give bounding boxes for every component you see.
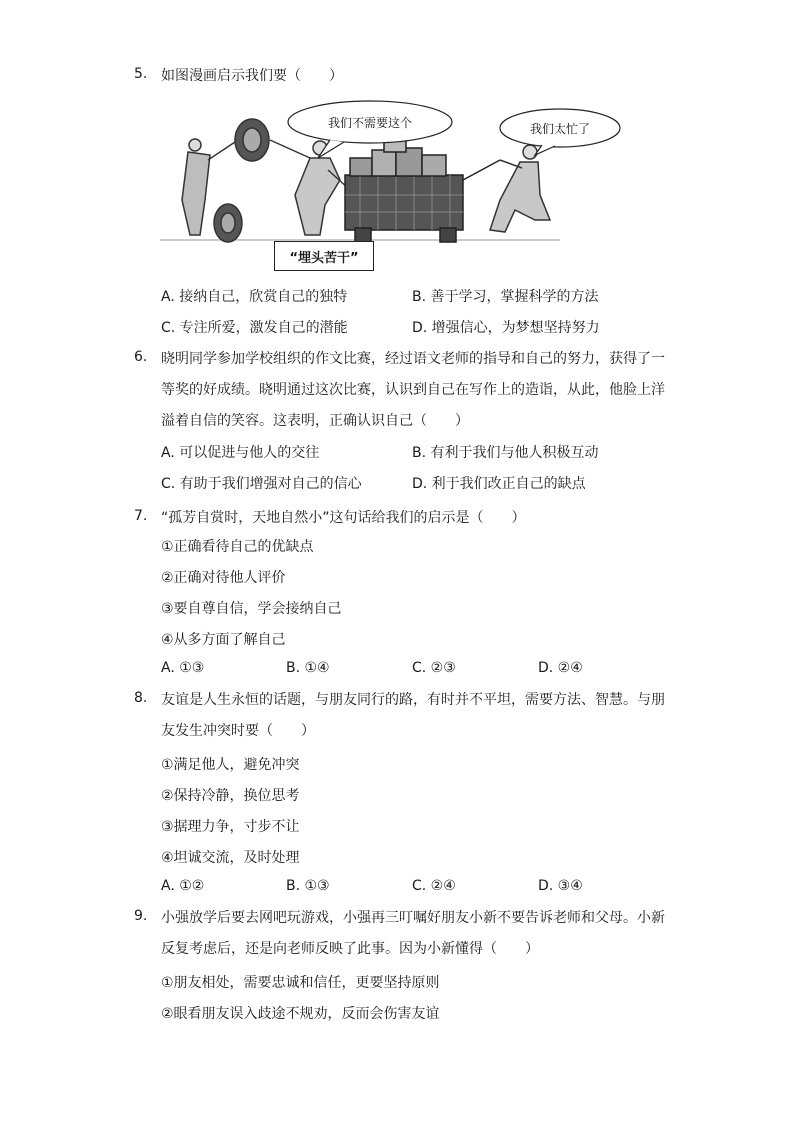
options-row [161, 878, 681, 898]
options-row [161, 660, 681, 680]
caveman-with-wheels [182, 119, 269, 242]
question-6 [134, 344, 674, 437]
option-a[interactable]: A. ①② [161, 878, 205, 894]
bubble-left-text: 我们不需要这个 [327, 116, 413, 130]
option-c[interactable]: C. ②④ [412, 878, 456, 894]
question-5 [134, 66, 674, 86]
option-d[interactable]: D. 利于我们改正自己的缺点 [412, 476, 586, 492]
statement-item: ①正确看待自己的优缺点 [161, 539, 314, 555]
statement-item: ③据理力争，寸步不让 [161, 819, 300, 835]
caveman-pulling [490, 145, 550, 232]
statement-item: ②保持冷静，换位思考 [161, 788, 300, 804]
question-number: 9. [134, 908, 148, 924]
question-8 [134, 685, 674, 747]
question-number: 7. [134, 508, 148, 524]
options-row [161, 317, 681, 337]
cartoon-illustration [160, 100, 630, 275]
question-text: 友谊是人生永恒的话题，与朋友同行的路，有时并不平坦，需要方法、智慧。与朋友发生冲突时要（ ） [161, 692, 665, 739]
question-number: 5. [134, 66, 148, 82]
option-c[interactable]: C. ②③ [412, 660, 456, 676]
cart-with-stones [345, 140, 500, 242]
option-d[interactable]: D. ②④ [538, 660, 583, 676]
option-c[interactable]: C. 专注所爱，激发自己的潜能 [161, 320, 348, 336]
options-row [161, 473, 681, 493]
statement-item: ①朋友相处，需要忠诚和信任，更要坚持原则 [161, 975, 440, 991]
option-b[interactable]: B. 善于学习，掌握科学的方法 [412, 289, 599, 305]
question-9 [134, 903, 674, 965]
cartoon-figure-drawing [160, 100, 630, 275]
question-number: 6. [134, 349, 148, 365]
options-row [161, 286, 681, 306]
option-a[interactable]: A. ①③ [161, 660, 205, 676]
statement-item: ③要自尊自信，学会接纳自己 [161, 601, 342, 617]
question-number: 8. [134, 690, 148, 706]
question-text: 小强放学后要去网吧玩游戏，小强再三叮嘱好朋友小新不要告诉老师和父母。小新反复考虑后，还是向老师反映了此事。因为小新懂得（ ） [161, 910, 665, 957]
caveman-pushing [270, 140, 348, 235]
speech-bubble-right [500, 109, 620, 155]
statement-item: ②正确对待他人评价 [161, 570, 286, 586]
statement-item: ④从多方面了解自己 [161, 632, 286, 648]
option-c[interactable]: C. 有助于我们增强对自己的信心 [161, 476, 362, 492]
bubble-right-text: 我们太忙了 [529, 122, 591, 136]
question-text: 晓明同学参加学校组织的作文比赛，经过语文老师的指导和自己的努力，获得了一等奖的好成绩。晓明通过这次比赛，认识到自己在写作上的造诣，从此，他脸上洋溢着自信的笑容。这表明，正确认识自己（ ） [161, 351, 665, 429]
question-text: “孤芳自赏时，天地自然小”这句话给我们的启示是（ ） [161, 510, 526, 526]
statement-item: ④坦诚交流，及时处理 [161, 850, 300, 866]
cartoon-caption: “埋头苦干” [274, 241, 374, 271]
statement-item: ①满足他人，避免冲突 [161, 757, 300, 773]
option-a[interactable]: A. 可以促进与他人的交往 [161, 445, 320, 461]
option-d[interactable]: D. 增强信心，为梦想坚持努力 [412, 320, 600, 336]
question-7 [134, 503, 674, 534]
statement-item: ②眼看朋友误入歧途不规劝，反而会伤害友谊 [161, 1006, 440, 1022]
option-b[interactable]: B. ①③ [286, 878, 330, 894]
option-a[interactable]: A. 接纳自己，欣赏自己的独特 [161, 289, 348, 305]
option-b[interactable]: B. 有利于我们与他人积极互动 [412, 445, 599, 461]
option-d[interactable]: D. ③④ [538, 878, 583, 894]
options-row [161, 442, 681, 462]
option-b[interactable]: B. ①④ [286, 660, 330, 676]
question-text: 如图漫画启示我们要（ ） [161, 68, 343, 84]
